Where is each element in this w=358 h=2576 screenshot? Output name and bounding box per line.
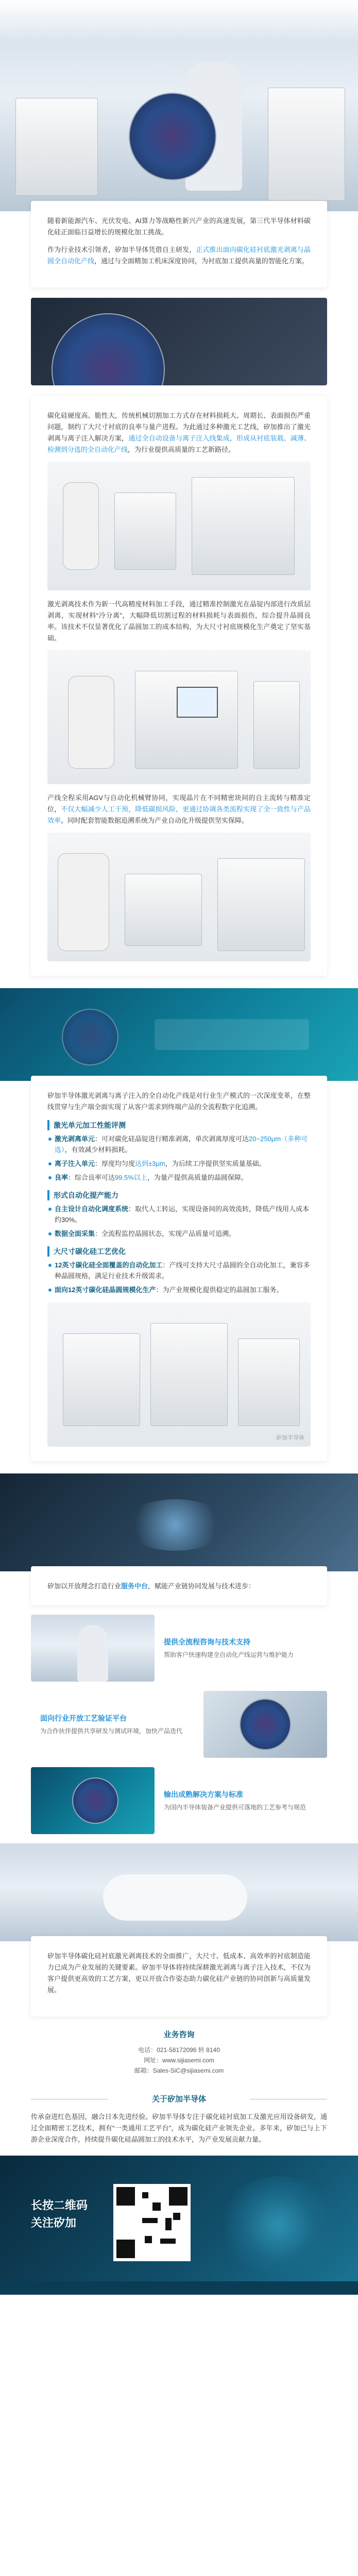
feature-3-wafer (72, 1777, 118, 1824)
bullet-implant-unit: 离子注入单元：厚度均匀度达到±3μm，为后续工序提供坚实质量基础。 (47, 1158, 311, 1169)
equipment-photo-1 (47, 462, 311, 590)
tech-banner-photo (0, 988, 358, 1081)
qr-module (145, 2236, 152, 2243)
section-3-paragraph-1: 矽加半导体激光剥离与离子注入的全自动化产线是对行业生产模式的一次深度变革，在整线贯穿与生产端全面实现了从客户需求到终端产品的全流程数字化追溯。 (47, 1092, 311, 1111)
qr-code[interactable] (113, 2184, 191, 2261)
lab-equipment (15, 98, 98, 196)
bullet-yield: 良率：综合良率可达99.5%以上，为量产提供高质量的晶圆保障。 (47, 1172, 311, 1183)
feature-item-2 (31, 1691, 327, 1758)
feature-1-text (155, 1637, 327, 1660)
contact-title: 业务咨询 (163, 2030, 195, 2039)
lab-ceiling (0, 0, 358, 41)
gloved-hands-photo (0, 1843, 358, 1941)
section-4-card (31, 1566, 327, 1605)
agv-cart (125, 874, 202, 946)
glove-shape (103, 1874, 247, 1921)
section-2-paragraph-1: 碳化硅硬度高、脆性大，传统机械切割加工方式存在材料损耗大、周期长、表面损伤严重问题，制约了大尺寸衬底的良率与量产进程。为此通过多种激光工艺线，矽加推出了激光剥离与离子注入解决方案，通过全自动设备与离子注入线集成，形成从衬底装载、减薄、检测到分选的全自动化产线，为行业提供高质量的工艺新路径。 (47, 412, 311, 453)
feature-2-photo (203, 1691, 327, 1758)
equipment-photo-2 (47, 650, 311, 784)
bullet-data: 数据全面采集：全流程监控晶圆状态，实现产品质量可追溯。 (47, 1228, 311, 1239)
dark-lab-banner (0, 1473, 358, 1571)
spacer (0, 1605, 358, 1615)
qr-module (142, 2192, 148, 2198)
qr-line-1: 长按二维码 (31, 2199, 88, 2212)
about-text: 传承奋进红色基因，融合日本先进经验。矽加半导体专注于碳化硅衬底加工及激光应用设备研发，通过全面精密工艺技术，拥有“一类通用工艺平台”，成为碳化硅产业领先企业。多年来，矽加已与上下游企业深度合作，持续提升碳化硅晶圆加工的技术水平，为产业发展贡献力量。 (31, 2113, 327, 2143)
production-machine-3 (238, 1338, 300, 1426)
feature-1-photo (31, 1615, 155, 1682)
photo-watermark: 矽加半导体 (276, 1435, 304, 1441)
bullet-scale: 面向12英寸碳化硅晶圆规模化生产：为产业规模化提供稳定的晶圆加工服务。 (47, 1284, 311, 1295)
equipment-photo-3 (47, 833, 311, 961)
section-2-paragraph-3: 产线全程采用AGV与自动化机械臂协同，实现晶片在不同精密块间的自主流转与精准定位，不仅大幅减少人工干预，降低碳损风险，更通过协调各类流程实现了全一致性与产品效率。同时配套智能数据追溯系统为产业自动化升级提供坚实保障。 (47, 794, 311, 824)
feature-2-text (31, 1713, 203, 1736)
bullet-laser-unit: 激光剥离单元：可对碳化硅晶锭进行精准剥离，单次剥离厚度可达20~250μm（多种可选），有效减少材料损耗。 (47, 1133, 311, 1155)
wafer-image (129, 93, 216, 180)
feature-3-text (155, 1789, 327, 1812)
tech-panel (155, 1019, 309, 1050)
equipment-unit-large (192, 477, 295, 575)
contact-block (0, 2016, 358, 2088)
robot-arm-icon-2 (68, 676, 114, 769)
feature-1-figure (77, 1625, 108, 1682)
heading-laser-performance: 激光单元加工性能评测 (47, 1120, 311, 1130)
intro-paragraph-1: 随着新能源汽车、光伏发电、AI算力等战略性新兴产业的高速发展，第三代半导体材料碳化硅正面临日益增长的规模化加工挑战。 (47, 217, 311, 236)
qr-module (160, 2239, 176, 2244)
chip-glow (124, 1499, 227, 1551)
equipment-cabinet (253, 681, 300, 769)
feature-2-title: 面向行业开放工艺验证平台 (40, 1714, 127, 1722)
qr-caption (31, 2197, 88, 2232)
qr-module (152, 2202, 161, 2211)
qr-module (142, 2218, 158, 2223)
feature-2-desc: 为合作伙伴提供共享研发与测试环境，加快产品迭代 (40, 1727, 183, 1735)
robot-arm-icon-3 (58, 853, 109, 951)
feature-3-desc: 为国内半导体装备产业提供可落地的工艺参考与规范 (164, 1803, 306, 1811)
qr-module (165, 2218, 172, 2230)
equipment-station (217, 858, 305, 951)
intro-paragraph-2: 作为行业技术引领者，矽加半导体凭借自主研发，正式推出面向碳化硅衬底激光剥离与晶圆全自动化产线，通过与全面精加工机床深度协同，为衬底加工提供高量的智能化方案。 (47, 246, 311, 265)
feature-3-title: 输出成熟解决方案与标准 (164, 1790, 243, 1799)
wafer-close-photo (31, 298, 327, 385)
footer-bar (0, 2281, 358, 2295)
feature-1-desc: 帮助客户快速构建全自动化产线运营与维护能力 (164, 1651, 294, 1658)
section-5-paragraph-1: 矽加半导体碳化硅衬底激光剥离技术的全面推广，大尺寸、低成本、高效率的衬底制造能力已成为产业发展的关键要素。矽加半导体将持续深耕激光剥离与离子注入技术，不仅为客户提供更高效的工艺方案，更以开放合作姿态助力碳化硅产业链的协同创新与高质量发展。 (47, 1952, 311, 1994)
qr-footer (0, 2156, 358, 2295)
equipment-photo-4 (47, 1302, 311, 1447)
contact-website[interactable]: 网址：www.sijiasemi.com (144, 2057, 214, 2064)
tech-wafer-icon (62, 1009, 118, 1065)
section-5-card (31, 1936, 327, 2016)
section-2-card (31, 396, 327, 976)
robot-arm-icon (63, 482, 99, 570)
section-2-paragraph-2: 激光剥离技术作为新一代高精度材料加工手段，通过精准控制激光在晶锭内部进行改质层剥离，实现材料“冷分离”，大幅降低切割过程的材料损耗与表面损伤，综合提升晶圆良率。该技术不仅显著优化了晶圆加工的成本结构，为大尺寸衬底规模化生产奠定了坚实基础。 (47, 600, 311, 642)
section-4-paragraph-1: 矽加以开放理念打造行业服务中台，赋能产业链协同发展与技术进步： (47, 1582, 255, 1590)
feature-1-title: 提供全流程咨询与技术支持 (164, 1637, 250, 1646)
qr-module (173, 2213, 180, 2220)
feature-item-1 (31, 1615, 327, 1682)
intro-card (31, 201, 327, 287)
feature-item-3 (31, 1767, 327, 1834)
qr-corner (116, 2240, 135, 2258)
equipment-console (135, 671, 238, 769)
bullet-dispatch: 自主设计自动化调度系统：取代人工转运，实现设备间的高效流转，降低产线用人成本约30%。 (47, 1204, 311, 1225)
equipment-unit (114, 493, 176, 570)
contact-phone[interactable]: 电话：021-58172096 转 8140 (138, 2046, 220, 2054)
about-heading: 关于矽加半导体 (31, 2093, 327, 2104)
qr-line-2: 关注矽加 (31, 2216, 77, 2229)
bullet-12inch: 12英寸碳化硅全面覆盖的自动化加工：产线可支持大尺寸晶圆的全自动化加工，兼容多种晶圆规格，满足行业技术升级需求。 (47, 1260, 311, 1281)
production-machine-2 (150, 1323, 228, 1426)
qr-corner (116, 2187, 135, 2206)
feature-2-wafer (240, 1699, 291, 1750)
section-3-card (31, 1076, 327, 1461)
production-machine-1 (63, 1333, 140, 1426)
feature-3-photo (31, 1767, 155, 1834)
qr-corner (169, 2187, 187, 2206)
heading-large-size: 大尺寸碳化硅工艺优化 (47, 1246, 311, 1257)
lab-equipment-right (268, 88, 345, 201)
hero-lab-photo (0, 0, 358, 211)
chip-graphic (216, 2176, 340, 2274)
heading-automation: 形式自动化提产能力 (47, 1190, 311, 1200)
contact-email[interactable]: 邮箱：Sales-SiC@sijiasemi.com (134, 2067, 224, 2074)
monitor-screen (177, 687, 218, 718)
wafer-dark-icon (52, 313, 165, 385)
